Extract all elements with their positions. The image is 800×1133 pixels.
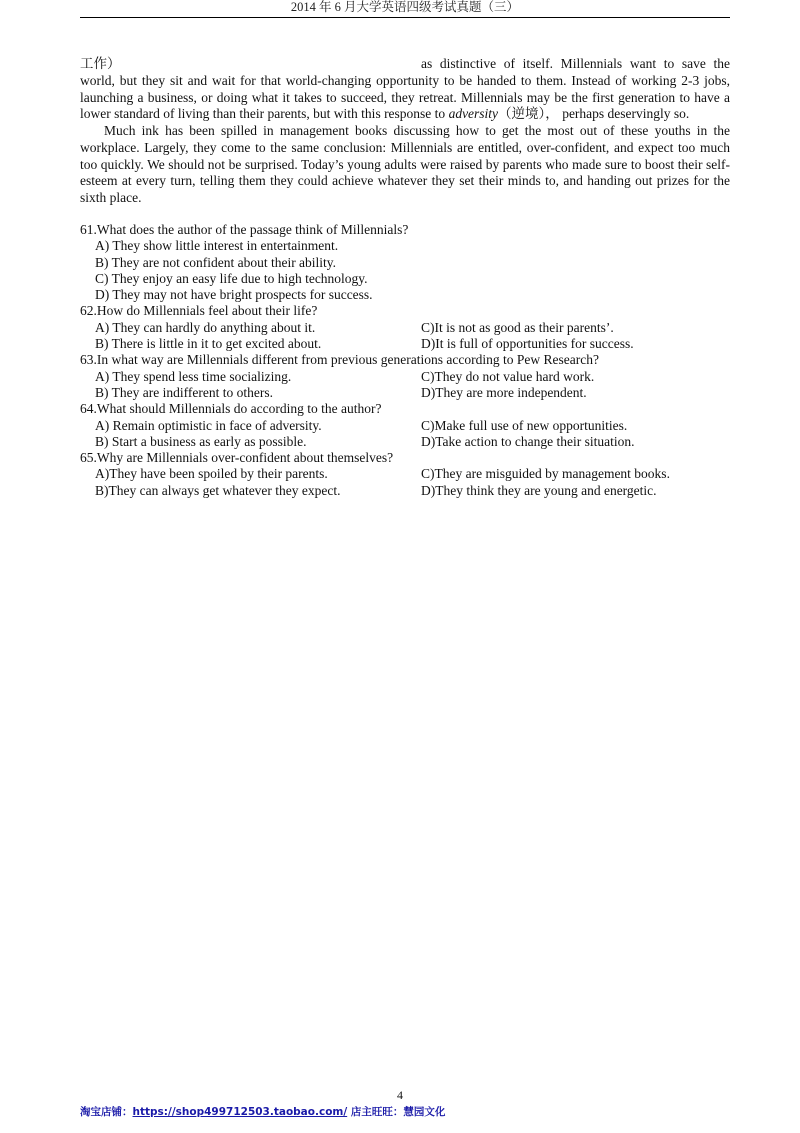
adversity-term: adversity (448, 106, 499, 122)
option-b: B) Start a business as early as possible. (95, 433, 307, 449)
option-row (80, 385, 730, 401)
option-c: C)It is not as good as their parents’. (421, 319, 614, 335)
option-row (80, 320, 730, 336)
option-b: B) There is little in it to get excited about. (95, 336, 322, 352)
option-row (80, 434, 730, 450)
option-row (80, 418, 730, 434)
shop-label: 淘宝店铺： (80, 1106, 133, 1118)
option-a: A)They have been spoiled by their parents. (95, 466, 328, 482)
option-a: A) They spend less time socializing. (95, 368, 292, 384)
owner-label: 店主旺旺：慧园文化 (347, 1106, 446, 1118)
option-d: D)Take action to change their situation. (421, 433, 635, 449)
option-b: B) They are indifferent to others. (95, 384, 273, 400)
question-62 (80, 303, 730, 352)
shop-link[interactable]: https://shop499712503.taobao.com/ (132, 1106, 348, 1118)
passage-first-line (80, 56, 730, 73)
paragraph-1-text: world, but they sit and wait for that world-changing opportunity to be handed to them. Instead of working 2-3 jobs, launching a business, or doing what it takes to succeed, they retreat. Millennials may be the first generation to have a lower standard of living than their parents, but with this response to (80, 73, 730, 122)
option-b: B) They are not confident about their ability. (95, 254, 337, 270)
reading-passage (80, 56, 730, 207)
question-63 (80, 352, 730, 401)
option-d: D)They are more independent. (421, 384, 587, 400)
option-row (80, 336, 730, 352)
option-a: A) They show little interest in entertainment. (95, 238, 339, 254)
option-b: B)They can always get whatever they expect. (95, 482, 341, 498)
option-d: D)It is full of opportunities for success. (421, 336, 634, 352)
option-d: D)They think they are young and energetic. (421, 482, 657, 498)
paragraph-1-end: perhaps deservingly so. (558, 106, 690, 122)
passage-paragraph-2: Much ink has been spilled in management books discussing how to get the most out of these youths in the workplace. Largely, they come to the same conclusion: Millennials are entitled, over-confident, and expect too much too quickly. We should not be surprised. Today’s young adults were raised by parents who made sure to boost their self-esteem at every turn, telling them they could achieve whatever they set their minds to, and handing out prizes for the sixth place. (80, 123, 730, 205)
option-row (80, 369, 730, 385)
option-row (80, 466, 730, 482)
footer-shop-info (80, 1104, 445, 1119)
option-a: A) They can hardly do anything about it. (95, 319, 316, 335)
question-stem: 63.In what way are Millennials different from previous generations according to Pew Research? (80, 352, 599, 368)
question-list (80, 222, 730, 499)
option-c: C)They do not value hard work. (421, 368, 595, 384)
question-stem: 65.Why are Millennials over-confident about themselves? (80, 450, 394, 466)
option-c: C)Make full use of new opportunities. (421, 417, 628, 433)
header-title: 2014 年 6 月大学英语四级考试真题（三） (290, 0, 520, 14)
option-a: A) Remain optimistic in face of adversity. (95, 417, 322, 433)
passage-paragraph-1 (80, 73, 730, 123)
page-header (80, 0, 730, 18)
page-number: 4 (397, 1088, 403, 1102)
adversity-gloss: （逆境）， (498, 106, 559, 122)
option-row (80, 483, 730, 499)
question-stem: 62.How do Millennials feel about their life? (80, 303, 318, 319)
question-65 (80, 450, 730, 499)
option-d: D) They may not have bright prospects for success. (95, 287, 373, 303)
question-stem: 64.What should Millennials do according to the author? (80, 401, 382, 417)
option-c: C) They enjoy an easy life due to high technology. (95, 270, 368, 286)
option-c: C)They are misguided by management books. (421, 466, 670, 482)
passage-fragment-right: as distinctive of itself. Millennials want to save the (421, 56, 730, 71)
passage-fragment-left: 工作） (80, 56, 121, 71)
question-stem: 61.What does the author of the passage think of Millennials? (80, 222, 409, 237)
question-61 (80, 222, 730, 303)
question-64 (80, 401, 730, 450)
